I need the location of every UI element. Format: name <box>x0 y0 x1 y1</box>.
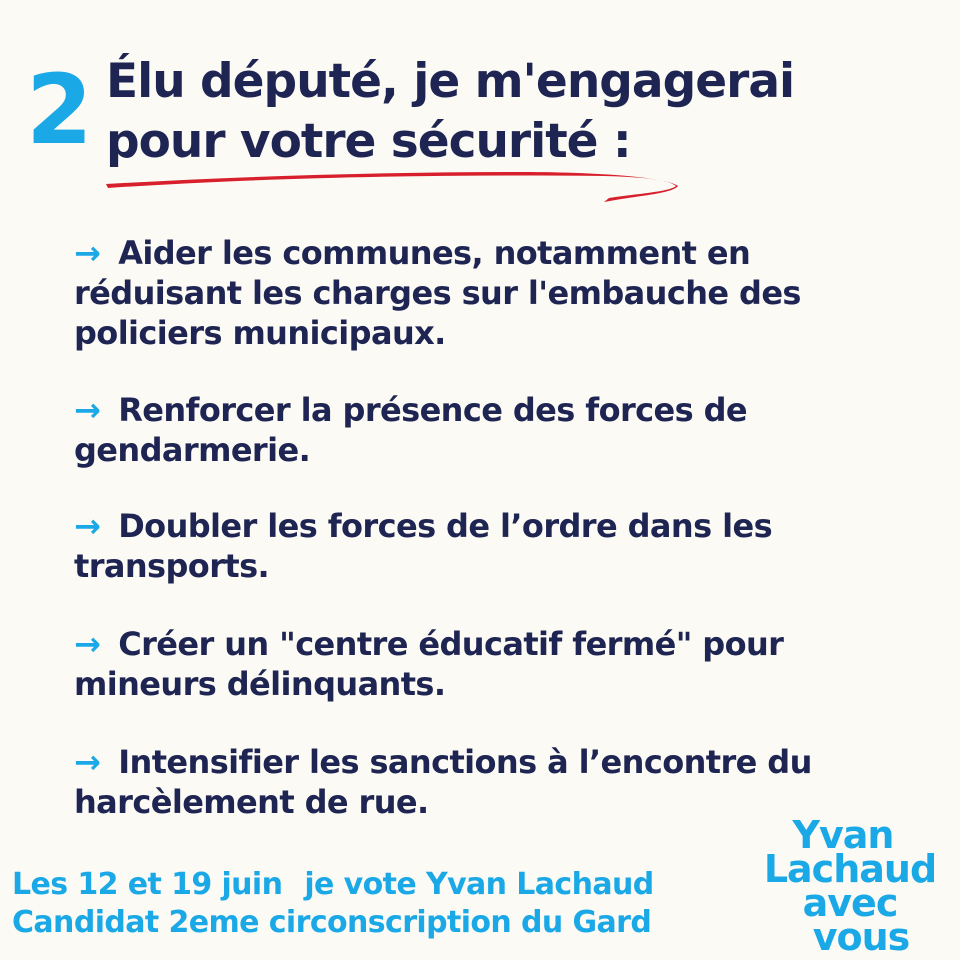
candidate-info: Candidat 2eme circonscription du Gard <box>12 905 652 940</box>
signature-line-2: Lachaud <box>763 847 937 891</box>
arrow-right-icon: → <box>74 625 101 663</box>
list-item-text: policiers municipaux. <box>74 314 446 352</box>
list-item-text: gendarmerie. <box>74 431 311 469</box>
list-item <box>74 742 812 822</box>
signature-line-1: Yvan <box>792 813 894 857</box>
list-item-text: mineurs délinquants. <box>74 665 446 703</box>
footer-info <box>12 866 654 942</box>
list-item <box>74 390 747 470</box>
campaign-signature <box>760 813 940 959</box>
arrow-right-icon: → <box>74 507 101 545</box>
arrow-right-icon: → <box>74 391 101 429</box>
list-item-text: Doubler les forces de l’ordre dans les <box>118 507 773 545</box>
list-item-text: transports. <box>74 547 270 585</box>
section-number: 2 <box>26 54 93 166</box>
list-item <box>74 624 783 704</box>
footer-line-1 <box>12 866 654 904</box>
list-item-text: harcèlement de rue. <box>74 783 429 821</box>
signature-line-3: avec <box>802 881 898 925</box>
arrow-right-icon: → <box>74 743 101 781</box>
headline <box>106 52 794 172</box>
red-underline-stroke <box>104 172 682 208</box>
list-item-text: Créer un "centre éducatif fermé" pour <box>118 625 784 663</box>
headline-line-1: Élu député, je m'engagerai <box>106 54 795 109</box>
list-item-text: réduisant les charges sur l'embauche des <box>74 274 801 312</box>
election-dates: Les 12 et 19 juin <box>12 867 283 902</box>
vote-call: je vote Yvan Lachaud <box>304 867 654 902</box>
list-item-text: Renforcer la présence des forces de <box>118 391 748 429</box>
list-item-text: Intensifier les sanctions à l’encontre du <box>118 743 812 781</box>
list-item <box>74 233 801 353</box>
list-item <box>74 506 772 586</box>
headline-line-2: pour votre sécurité : <box>106 114 631 169</box>
arrow-right-icon: → <box>74 234 101 272</box>
signature-line-4: vous <box>812 915 910 959</box>
list-item-text: Aider les communes, notamment en <box>118 234 751 272</box>
